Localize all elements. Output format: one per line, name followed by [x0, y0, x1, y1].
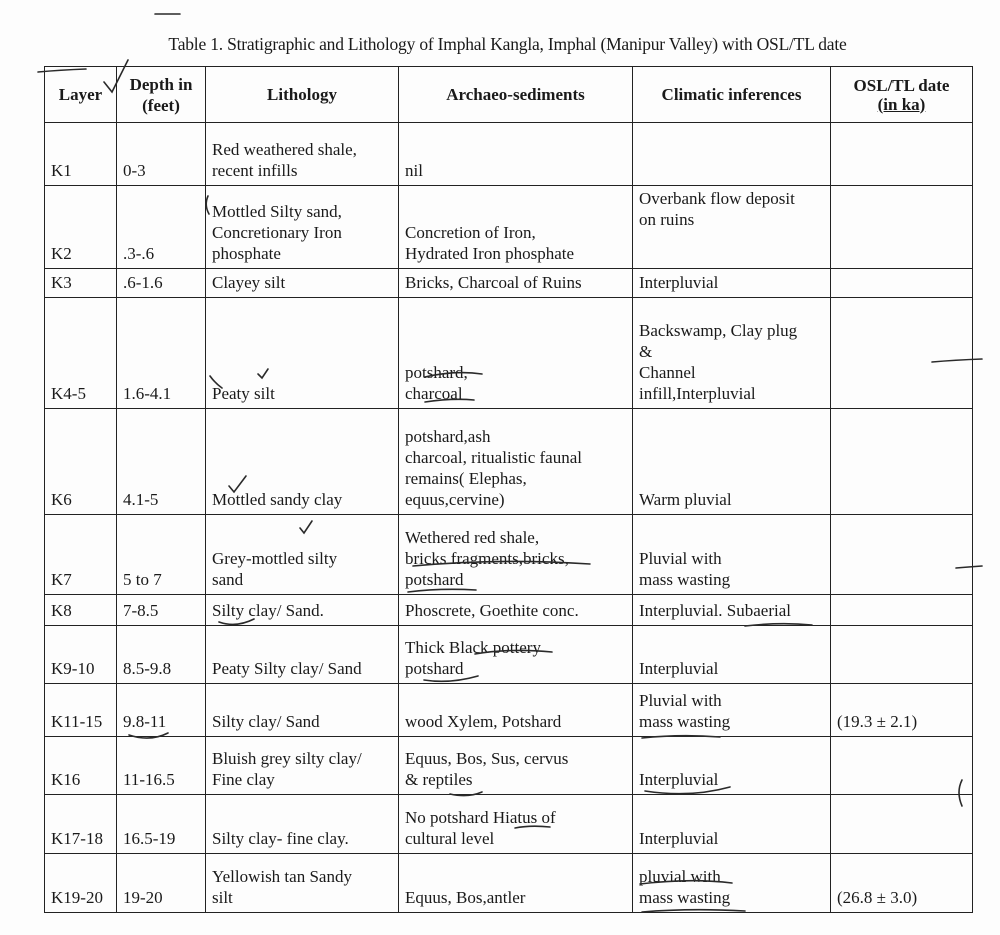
table-row [45, 595, 973, 626]
cell-climatic: Interpluvial [633, 795, 831, 854]
cell-date [831, 626, 973, 684]
cell-climatic: Overbank flow deposit on ruins [633, 186, 831, 269]
cell-archaeo: Equus, Bos,antler [399, 854, 633, 913]
table-row [45, 269, 973, 298]
cell-climatic: Warm pluvial [633, 409, 831, 515]
cell-climatic: Pluvial with mass wasting [633, 515, 831, 595]
cell-date [831, 123, 973, 186]
cell-climatic: Pluvial with mass wasting [633, 684, 831, 737]
table-row [45, 298, 973, 409]
cell-lithology: Mottled sandy clay [206, 409, 399, 515]
cell-layer: K4-5 [45, 298, 117, 409]
header-layer: Layer [45, 67, 117, 123]
cell-lithology: Bluish grey silty clay/ Fine clay [206, 737, 399, 795]
cell-date: (19.3 ± 2.1) [831, 684, 973, 737]
cell-lithology: Silty clay/ Sand. [206, 595, 399, 626]
cell-layer: K8 [45, 595, 117, 626]
cell-layer: K7 [45, 515, 117, 595]
cell-date [831, 298, 973, 409]
cell-layer: K1 [45, 123, 117, 186]
table-row [45, 123, 973, 186]
cell-depth: 8.5-9.8 [117, 626, 206, 684]
cell-lithology: Silty clay/ Sand [206, 684, 399, 737]
cell-date [831, 515, 973, 595]
cell-climatic: Interpluvial. Subaerial [633, 595, 831, 626]
table-row [45, 854, 973, 913]
cell-archaeo: nil [399, 123, 633, 186]
cell-lithology: Clayey silt [206, 269, 399, 298]
cell-archaeo: potshard, charcoal [399, 298, 633, 409]
table-row [45, 409, 973, 515]
header-date-line1: OSL/TL date [853, 75, 950, 95]
table-row [45, 186, 973, 269]
cell-lithology: Red weathered shale, recent infills [206, 123, 399, 186]
table-caption: Table 1. Stratigraphic and Lithology of Imphal Kangla, Imphal (Manipur Valley) with OSL/TL date [168, 34, 847, 54]
table-row [45, 684, 973, 737]
cell-lithology: Peaty silt [206, 298, 399, 409]
cell-archaeo: Bricks, Charcoal of Ruins [399, 269, 633, 298]
cell-depth: 19-20 [117, 854, 206, 913]
cell-archaeo: Equus, Bos, Sus, cervus & reptiles [399, 737, 633, 795]
cell-archaeo: wood Xylem, Potshard [399, 684, 633, 737]
cell-layer: K19-20 [45, 854, 117, 913]
cell-date [831, 186, 973, 269]
cell-date [831, 595, 973, 626]
cell-date [831, 795, 973, 854]
cell-depth: .3-.6 [117, 186, 206, 269]
cell-depth: 11-16.5 [117, 737, 206, 795]
cell-depth: 16.5-19 [117, 795, 206, 854]
cell-depth: 1.6-4.1 [117, 298, 206, 409]
cell-layer: K16 [45, 737, 117, 795]
cell-date: (26.8 ± 3.0) [831, 854, 973, 913]
stratigraphy-table [44, 66, 973, 913]
cell-lithology: Peaty Silty clay/ Sand [206, 626, 399, 684]
header-climatic-inferences: Climatic inferences [633, 67, 831, 123]
cell-climatic: Backswamp, Clay plug & Channel infill,Interpluvial [633, 298, 831, 409]
cell-archaeo: potshard,ash charcoal, ritualistic faunal remains( Elephas, equus,cervine) [399, 409, 633, 515]
table-row [45, 626, 973, 684]
cell-depth: 9.8-11 [117, 684, 206, 737]
cell-layer: K9-10 [45, 626, 117, 684]
cell-layer: K3 [45, 269, 117, 298]
header-depth: Depth in (feet) [117, 67, 206, 123]
cell-lithology: Yellowish tan Sandy silt [206, 854, 399, 913]
cell-depth: .6-1.6 [117, 269, 206, 298]
header-archaeo-sediments: Archaeo-sediments [399, 67, 633, 123]
header-date-line2: (in ka) [877, 94, 926, 114]
cell-climatic: Interpluvial [633, 626, 831, 684]
cell-layer: K2 [45, 186, 117, 269]
table-row [45, 737, 973, 795]
header-row [45, 67, 973, 123]
cell-archaeo: Wethered red shale, bricks fragments,bricks, potshard [399, 515, 633, 595]
cell-lithology: Grey-mottled silty sand [206, 515, 399, 595]
cell-climatic: Interpluvial [633, 737, 831, 795]
cell-climatic [633, 123, 831, 186]
table-row [45, 795, 973, 854]
cell-date [831, 409, 973, 515]
cell-date [831, 737, 973, 795]
cell-layer: K11-15 [45, 684, 117, 737]
table-row [45, 515, 973, 595]
header-osl-tl-date [831, 67, 973, 123]
cell-layer: K6 [45, 409, 117, 515]
cell-depth: 4.1-5 [117, 409, 206, 515]
cell-date [831, 269, 973, 298]
cell-lithology: Silty clay- fine clay. [206, 795, 399, 854]
header-lithology: Lithology [206, 67, 399, 123]
cell-layer: K17-18 [45, 795, 117, 854]
cell-climatic: Interpluvial [633, 269, 831, 298]
cell-archaeo: Phoscrete, Goethite conc. [399, 595, 633, 626]
cell-depth: 0-3 [117, 123, 206, 186]
cell-climatic: pluvial with mass wasting [633, 854, 831, 913]
cell-lithology: Mottled Silty sand, Concretionary Iron phosphate [206, 186, 399, 269]
cell-archaeo: No potshard Hiatus of cultural level [399, 795, 633, 854]
cell-depth: 5 to 7 [117, 515, 206, 595]
cell-depth: 7-8.5 [117, 595, 206, 626]
cell-archaeo: Thick Black pottery potshard [399, 626, 633, 684]
cell-archaeo: Concretion of Iron, Hydrated Iron phosphate [399, 186, 633, 269]
